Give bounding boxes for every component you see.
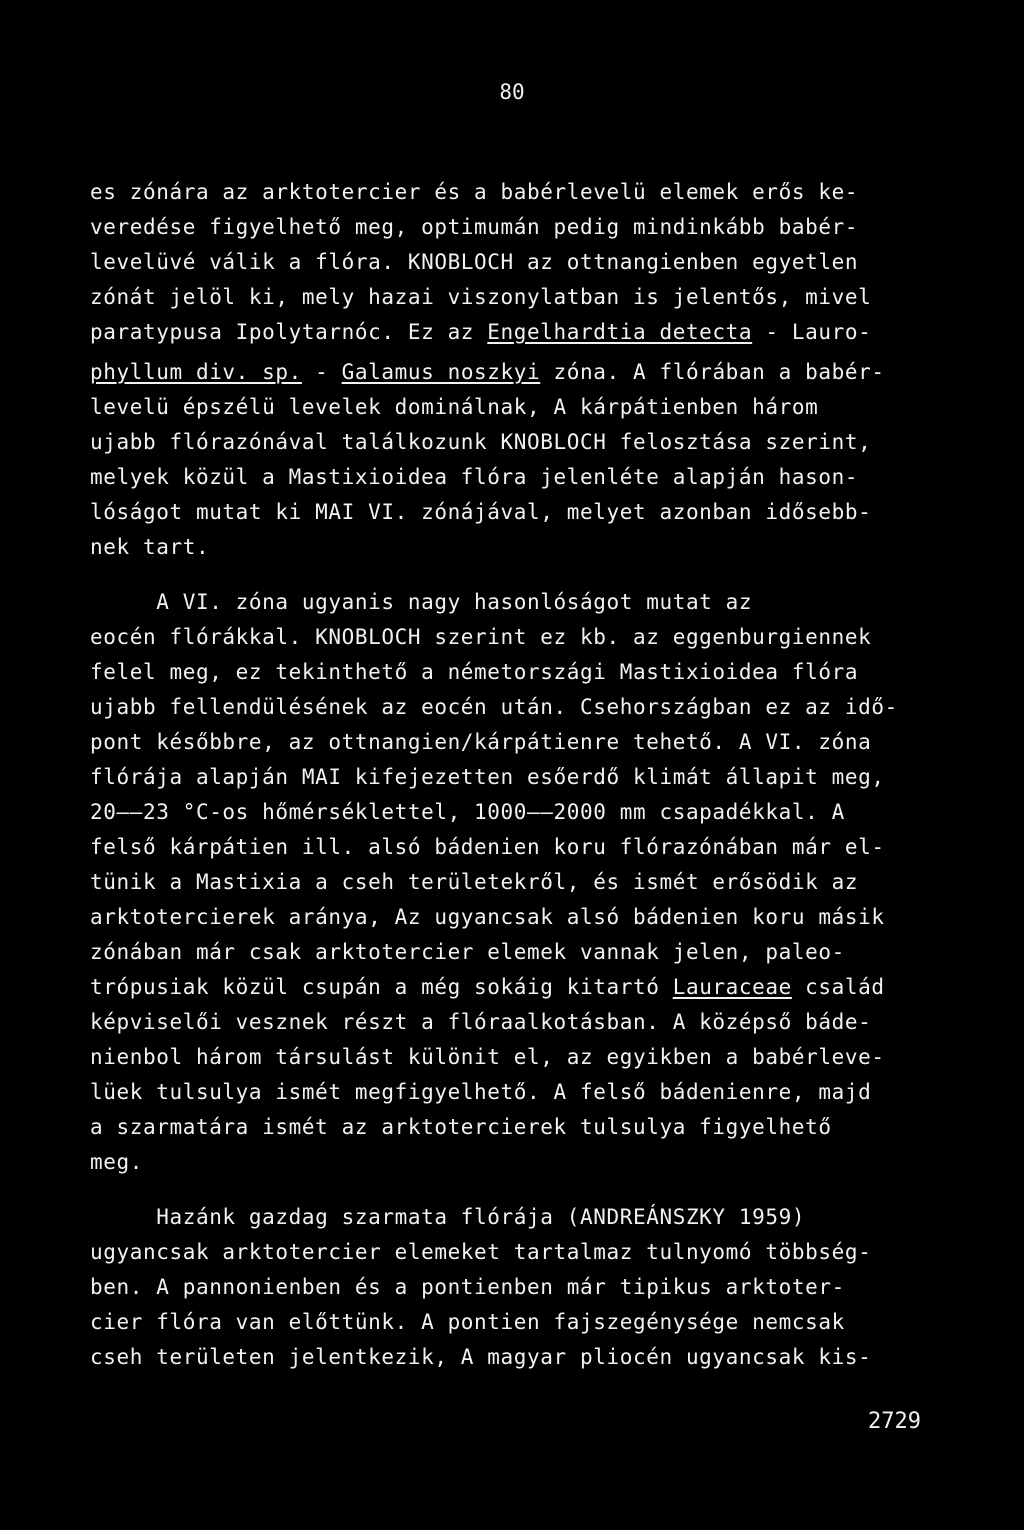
text-line <box>90 1010 871 1034</box>
text-line <box>90 1275 845 1299</box>
text-segment: tünik a Mastixia a cseh területekről, és ismét erősödik az <box>90 870 859 894</box>
text-segment: ugyancsak arktotercier elemeket tartalmaz tulnyomó többség- <box>90 1240 872 1264</box>
text-segment: - <box>301 360 342 384</box>
page-number: 80 <box>499 80 525 104</box>
text-segment: arktotercierek aránya, Az ugyancsak alsó bádenien koru másik <box>90 905 885 929</box>
text-line <box>90 695 898 719</box>
text-segment: zónát jelöl ki, mely hazai viszonylatban is jelentős, mivel <box>90 285 872 309</box>
text-line <box>90 975 885 999</box>
text-segment: lüek tulsulya ismét megfigyelhető. A felső bádenienre, majd <box>90 1080 872 1104</box>
text-line <box>90 835 885 859</box>
text-line <box>90 870 858 894</box>
text-segment: ujabb fellendülésének az eocén után. Csehországban ez az idő- <box>90 695 898 719</box>
text-segment: cier flóra van előttünk. A pontien fajszegénysége nemcsak <box>90 1310 845 1334</box>
text-segment: pont későbbre, az ottnangien/kárpátienre tehető. A VI. zóna <box>90 730 872 754</box>
text-line <box>90 1310 845 1334</box>
text-line <box>90 625 871 649</box>
text-line <box>90 360 885 384</box>
text-line <box>90 180 858 204</box>
text-line <box>90 500 871 524</box>
taxon-name: Engelhardtia detecta <box>487 320 753 344</box>
text-segment: flórája alapján MAI kifejezetten esőerdő klimát állapit meg, <box>90 765 885 789</box>
text-segment: zónában már csak arktotercier elemek vannak jelen, paleo- <box>90 940 845 964</box>
text-segment: melyek közül a Mastixioidea flóra jelenléte alapján hason- <box>90 465 859 489</box>
text-segment: képviselői vesznek részt a flóraalkotásban. A középső báde- <box>90 1010 872 1034</box>
text-segment: ujabb flórazónával találkozunk KNOBLOCH felosztása szerint, <box>90 430 872 454</box>
text-line <box>90 905 885 929</box>
text-line <box>90 1115 832 1139</box>
text-segment: Hazánk gazdag szarmata flórája (ANDREÁNSZKY 1959) <box>90 1205 806 1229</box>
footer-number: 2729 <box>868 1409 921 1434</box>
text-segment: A VI. zóna ugyanis nagy hasonlóságot mutat az <box>90 590 753 614</box>
text-line <box>90 1240 871 1264</box>
text-line <box>90 320 871 344</box>
text-segment: nek tart. <box>90 535 210 559</box>
text-segment: zóna. A flórában a babér- <box>540 360 885 384</box>
text-segment: eocén flórákkal. KNOBLOCH szerint ez kb. az eggenburgiennek <box>90 625 872 649</box>
text-segment: meg. <box>90 1150 143 1174</box>
text-line <box>90 590 752 614</box>
text-line <box>90 215 858 239</box>
text-line <box>90 1045 885 1069</box>
text-segment: család <box>791 975 885 999</box>
text-line <box>90 535 209 559</box>
text-line <box>90 430 871 454</box>
text-segment: - Lauro- <box>752 320 872 344</box>
text-segment: lóságot mutat ki MAI VI. zónájával, melyet azonban idősebb- <box>90 500 872 524</box>
text-line <box>90 285 871 309</box>
text-segment: es zónára az arktotercier és a babérlevelü elemek erős ke- <box>90 180 859 204</box>
text-segment: trópusiak közül csupán a még sokáig kitartó <box>90 975 673 999</box>
text-line <box>90 1205 805 1229</box>
text-segment: 20——23 °C-os hőmérséklettel, 1000——2000 mm csapadékkal. A <box>90 800 845 824</box>
text-line <box>90 465 858 489</box>
text-line <box>90 1345 871 1369</box>
text-line <box>90 395 818 419</box>
text-segment: levelüvé válik a flóra. KNOBLOCH az ottnangienben egyetlen <box>90 250 859 274</box>
text-line <box>90 1080 871 1104</box>
text-segment: nienbol három társulást különit el, az egyikben a babérleve- <box>90 1045 885 1069</box>
text-line <box>90 1150 143 1174</box>
text-line <box>90 660 858 684</box>
text-line <box>90 940 845 964</box>
text-segment: ben. A pannonienben és a pontienben már tipikus arktoter- <box>90 1275 845 1299</box>
text-segment: a szarmatára ismét az arktotercierek tulsulya figyelhető <box>90 1115 832 1139</box>
text-segment: paratypusa Ipolytarnóc. Ez az <box>90 320 488 344</box>
text-line <box>90 765 885 789</box>
taxon-name: Galamus noszkyi <box>341 360 541 384</box>
taxon-name: Lauraceae <box>672 975 792 999</box>
text-segment: levelü épszélü levelek dominálnak, A kárpátienben három <box>90 395 819 419</box>
text-segment: felel meg, ez tekinthető a németországi Mastixioidea flóra <box>90 660 859 684</box>
taxon-name: phyllum div. sp. <box>90 360 302 384</box>
text-segment: felső kárpátien ill. alsó bádenien koru flórazónában már el- <box>90 835 885 859</box>
text-line <box>90 800 845 824</box>
text-line <box>90 250 858 274</box>
text-line <box>90 730 871 754</box>
text-segment: cseh területen jelentkezik, A magyar pliocén ugyancsak kis- <box>90 1345 872 1369</box>
text-segment: veredése figyelhető meg, optimumán pedig mindinkább babér- <box>90 215 859 239</box>
